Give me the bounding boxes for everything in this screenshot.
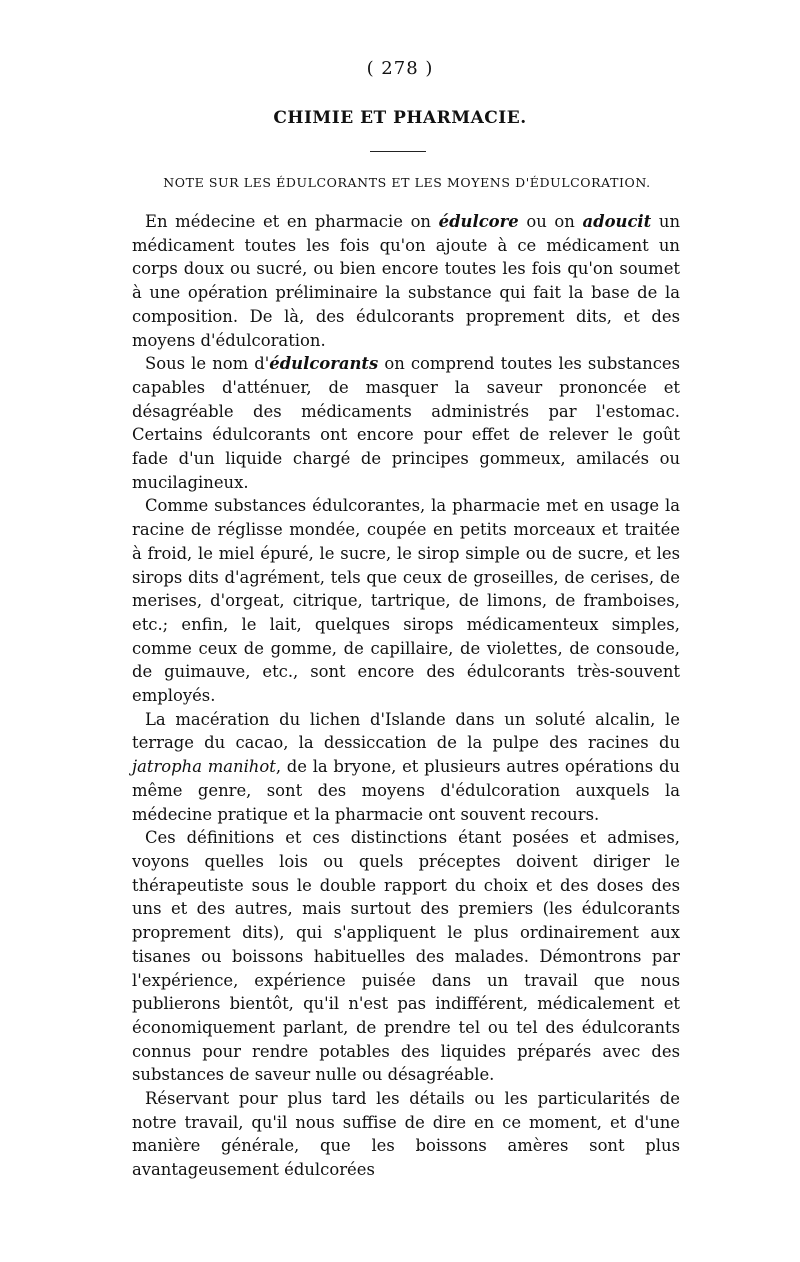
paragraph-6 — [132, 1087, 680, 1182]
section-title: CHIMIE ET PHARMACIE. — [273, 108, 527, 128]
paragraph-4 — [132, 708, 680, 827]
paragraph-1-text-c: ou on — [518, 212, 583, 231]
title-divider — [370, 151, 426, 152]
page-number: ( 278 ) — [366, 58, 434, 79]
paragraph-1-text-e: un médicament toutes les fois qu'on ajoute à ce médicament un corps doux ou sucré, ou bien encore toutes les fois qu'on soumet à une opération préliminaire la substance qui fait la base de la composition. De là, des édulcorants proprement dits, et des moyens d'édulcoration. — [132, 212, 681, 350]
paragraph-5-text: Ces définitions et ces distinctions étant posées et admises, voyons quelles lois ou quels préceptes doivent diriger le thérapeutiste sous le double rapport du choix et des doses des uns et des autres, mais surtout des premiers (les édulcorants proprement dits), qui s'appliquent le plus ordinairement aux tisanes ou boissons habituelles des malades. Démontrons par l'expérience, expérience puisée dans un travail que nous publierons bientôt, qu'il n'est pas indifférent, médicalement et économiquement parlant, de prendre tel ou tel des édulcorants connus pour rendre potables des liquides préparés avec des substances de saveur nulle ou désagréable. — [132, 828, 680, 1085]
paragraph-2 — [132, 352, 680, 494]
note-title: NOTE SUR LES ÉDULCORANTS ET LES MOYENS D'ÉDULCORATION. — [163, 175, 651, 190]
paragraph-5 — [132, 826, 680, 1087]
paragraph-2-text-c: on comprend toutes les substances capables d'atténuer, de masquer la saveur prononcée et désagréable des médicaments administrés par l'estomac. Certains édulcorants ont encore pour effet de relever le goût fade d'un liquide chargé de principes gommeux, amilacés ou mucilagineux. — [132, 354, 680, 492]
paragraph-6-text: Réservant pour plus tard les détails ou les particularités de notre travail, qu'il nous suffise de dire en ce moment, et d'une manière générale, que les boissons amères sont plus avantageusement édulcorées — [132, 1089, 680, 1180]
paragraph-4-text-c: , de la bryone, et plusieurs autres opérations du même genre, sont des moyens d'édulcoration auxquels la médecine pratique et la pharmacie ont souvent recours. — [132, 757, 680, 824]
term-adoucit: adoucit — [582, 212, 652, 231]
paragraph-3-text: Comme substances édulcorantes, la pharmacie met en usage la racine de réglisse mondée, coupée en petits morceaux et traitée à froid, le miel épuré, le sucre, le sirop simple ou de sucre, et les sirops dits d'agrément, tels que ceux de groseilles, de cerises, de merises, d'orgeat, citrique, tartrique, de limons, de framboises, etc.; enfin, le lait, quelques sirops médicamenteux simples, comme ceux de gomme, de capillaire, de violettes, de consoude, de guimauve, etc., sont encore des édulcorants très-souvent employés. — [132, 496, 680, 706]
term-edulcorants: édulcorants — [269, 354, 379, 374]
paragraph-2-text-a: Sous le nom d' — [145, 354, 270, 374]
paragraph-1 — [132, 210, 680, 352]
paragraph-3 — [132, 494, 680, 707]
article-body — [132, 210, 680, 1182]
term-edulcore: édulcore — [438, 212, 519, 231]
paragraph-4-text-a: La macération du lichen d'Islande dans un soluté alcalin, le terrage du cacao, la dessiccation de la pulpe des racines du — [132, 709, 680, 753]
term-jatropha-manihot: jatropha manihot — [132, 757, 276, 777]
paragraph-1-text-a: En médecine et en pharmacie on — [145, 212, 439, 231]
